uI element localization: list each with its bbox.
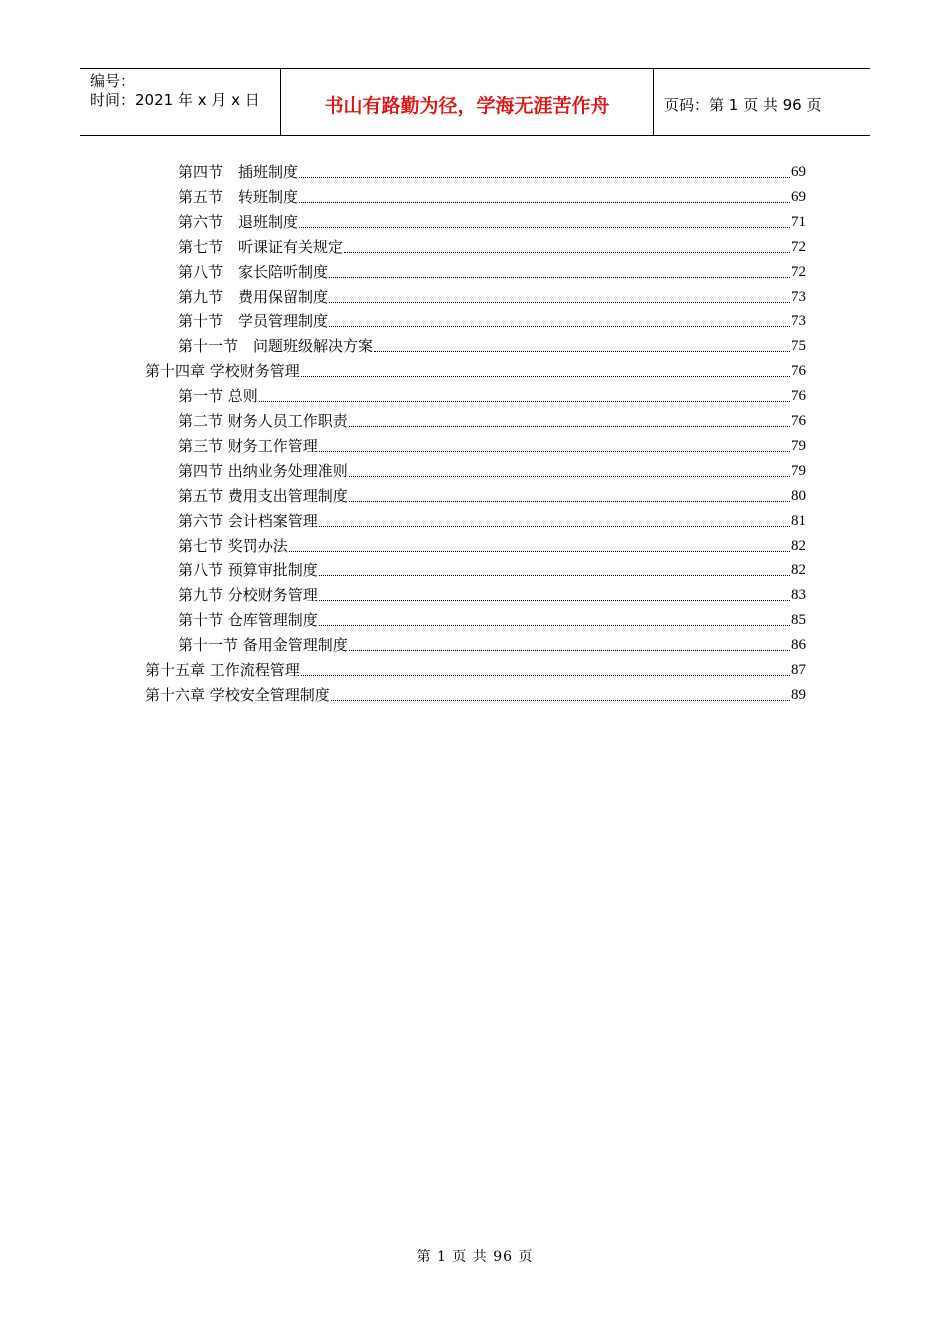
toc-leader-dots	[329, 287, 790, 307]
toc-entry[interactable]	[178, 509, 806, 531]
toc-leader-dots	[349, 461, 790, 481]
toc-entry[interactable]	[178, 459, 806, 481]
toc-entry-title: 第八节 家长陪听制度	[178, 262, 329, 281]
toc-entry[interactable]	[145, 359, 806, 381]
toc-entry-page: 82	[791, 562, 806, 579]
time-label: 时间：2021 年 x 月 x 日	[90, 91, 260, 109]
toc-leader-dots	[319, 560, 790, 580]
toc-entry-page: 76	[791, 413, 806, 429]
toc-entry-page: 86	[791, 637, 806, 654]
toc-entry-page: 76	[791, 388, 806, 405]
toc-entry-title: 第三节 财务工作管理	[178, 436, 318, 455]
toc-entry-page: 69	[791, 188, 806, 205]
toc-entry[interactable]	[145, 658, 806, 680]
toc-leader-dots	[319, 511, 790, 531]
toc-entry-title: 第四节 插班制度	[178, 163, 299, 181]
toc-entry-title: 第六节 退班制度	[178, 212, 299, 231]
toc-entry-page: 80	[791, 487, 806, 504]
toc-entry[interactable]	[178, 384, 806, 406]
toc-leader-dots	[319, 610, 790, 630]
toc-entry-title: 第十五章 工作流程管理	[145, 661, 300, 679]
toc-entry-page: 73	[791, 288, 806, 305]
toc-entry[interactable]	[178, 285, 806, 307]
toc-entry[interactable]	[178, 334, 806, 356]
toc-entry-title: 第十四章 学校财务管理	[145, 362, 300, 381]
toc-entry[interactable]	[178, 309, 806, 331]
toc-leader-dots	[349, 635, 790, 655]
toc-entry-page: 72	[791, 238, 806, 255]
toc-entry-page: 72	[791, 263, 806, 280]
toc-leader-dots	[349, 411, 790, 431]
toc-leader-dots	[259, 386, 790, 406]
header-meta	[80, 69, 281, 135]
toc-entry-page: 89	[791, 686, 806, 703]
toc-entry-title: 第七节 听课证有关规定	[178, 237, 344, 256]
toc-entry[interactable]	[178, 608, 806, 630]
toc-entry-page: 75	[791, 338, 806, 355]
number-label: 编号：	[90, 72, 136, 90]
toc-entry[interactable]	[145, 683, 806, 705]
toc-leader-dots	[299, 212, 790, 232]
toc-leader-dots	[299, 187, 790, 207]
toc-entry[interactable]	[178, 633, 806, 655]
toc-entry-title: 第九节 费用保留制度	[178, 287, 329, 306]
toc-leader-dots	[301, 361, 790, 381]
toc-entry[interactable]	[178, 235, 806, 257]
toc-leader-dots	[344, 237, 790, 257]
toc-entry-page: 85	[791, 612, 806, 629]
toc-entry-page: 71	[791, 213, 806, 230]
toc-entry-page: 79	[791, 437, 806, 454]
toc-entry-title: 第十节 学员管理制度	[178, 312, 329, 331]
toc-entry-page: 73	[791, 313, 806, 330]
toc-entry[interactable]	[178, 434, 806, 456]
toc-leader-dots	[329, 311, 790, 331]
toc-entry[interactable]	[178, 185, 806, 207]
toc-entry-page: 69	[791, 164, 806, 180]
toc-entry-title: 第十六章 学校安全管理制度	[145, 685, 330, 704]
toc-leader-dots	[331, 685, 790, 705]
toc-entry-page: 87	[791, 662, 806, 678]
toc-leader-dots	[374, 336, 790, 356]
toc-entry-title: 第六节 会计档案管理	[178, 511, 318, 530]
toc-entry-title: 第七节 奖罚办法	[178, 536, 288, 555]
toc-entry[interactable]	[178, 534, 806, 556]
toc-entry[interactable]	[178, 160, 806, 182]
toc-entry-title: 第一节 总则	[178, 387, 258, 406]
page-header	[80, 68, 870, 136]
toc-entry[interactable]	[178, 558, 806, 580]
toc-entry[interactable]	[178, 260, 806, 282]
toc-entry-title: 第二节 财务人员工作职责	[178, 412, 348, 430]
header-page-info: 页码：第 1 页 共 96 页	[664, 95, 822, 114]
toc-entry-title: 第八节 预算审批制度	[178, 561, 318, 580]
toc-entry[interactable]	[178, 409, 806, 431]
toc-leader-dots	[319, 436, 790, 456]
toc-entry-title: 第五节 费用支出管理制度	[178, 486, 348, 505]
toc-entry-title: 第十一节 备用金管理制度	[178, 636, 348, 655]
toc-entry-title: 第九节 分校财务管理	[178, 586, 318, 605]
toc-entry-page: 79	[791, 462, 806, 479]
toc-leader-dots	[329, 262, 790, 282]
toc-leader-dots	[289, 536, 790, 556]
toc-entry-page: 81	[791, 512, 806, 529]
toc-entry-page: 76	[791, 363, 806, 380]
toc-leader-dots	[319, 585, 790, 605]
page-footer: 第 1 页 共 96 页	[416, 1249, 534, 1265]
toc-entry-title: 第五节 转班制度	[178, 187, 299, 206]
toc-entry[interactable]	[178, 583, 806, 605]
toc-entry[interactable]	[178, 484, 806, 506]
toc-entry-page: 83	[791, 587, 806, 604]
toc-entry-title: 第十节 仓库管理制度	[178, 611, 318, 630]
toc-entry-page: 82	[791, 537, 806, 554]
toc-leader-dots	[349, 486, 790, 506]
toc-entry-title: 第十一节 问题班级解决方案	[178, 337, 374, 356]
toc-entry[interactable]	[178, 210, 806, 232]
toc-leader-dots	[301, 660, 790, 680]
header-motto: 书山有路勤为径，学海无涯苦作舟	[281, 69, 654, 135]
toc-entry-title: 第四节 出纳业务处理准则	[178, 461, 348, 480]
toc-leader-dots	[299, 162, 790, 182]
